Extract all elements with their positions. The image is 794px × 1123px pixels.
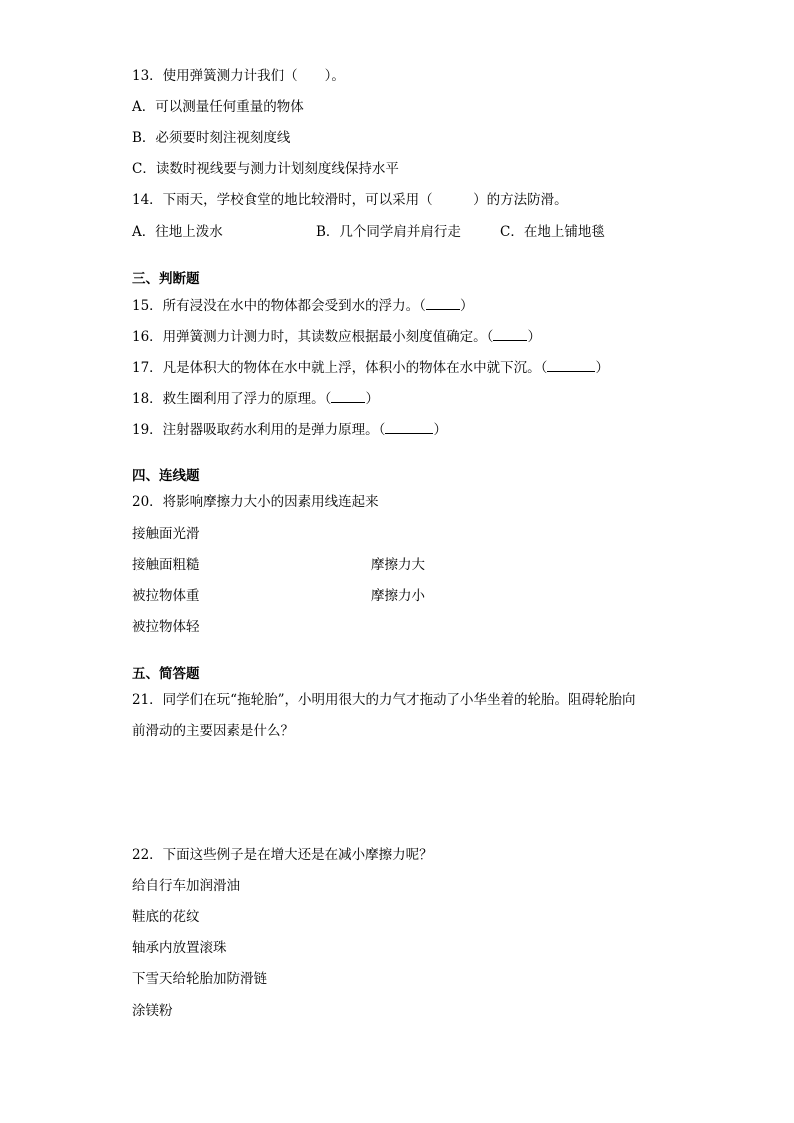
q14-option-a: A．往地上泼水 bbox=[132, 224, 223, 240]
q17: 17．凡是体积大的物体在水中就上浮，体积小的物体在水中就下沉。（ ） bbox=[132, 357, 609, 378]
q13-option-b: B．必须要时刻注视刻度线 bbox=[132, 130, 291, 146]
q19: 19．注射器吸取药水利用的是弹力原理。（ ） bbox=[132, 419, 447, 440]
q20-left-item: 接触面粗糙 bbox=[132, 557, 200, 573]
q14-option-b: B．几个同学肩并肩行走 bbox=[316, 224, 461, 240]
q13-stem: 13．使用弹簧测力计我们（ ）。 bbox=[132, 68, 345, 84]
q22-stem: 22．下面这些例子是在增大还是在减小摩擦力呢？ bbox=[132, 847, 433, 863]
q18: 18．救生圈利用了浮力的原理。（ ） bbox=[132, 388, 379, 409]
q22-item: 给自行车加润滑油 bbox=[132, 878, 240, 894]
answer-blank[interactable] bbox=[547, 357, 595, 372]
answer-blank[interactable] bbox=[331, 388, 365, 403]
answer-blank[interactable] bbox=[426, 295, 460, 310]
q20-right-item: 摩擦力大 bbox=[371, 557, 425, 573]
q22-item: 下雪天给轮胎加防滑链 bbox=[132, 971, 267, 987]
q20-left-item: 接触面光滑 bbox=[132, 526, 200, 542]
q20-left-item: 被拉物体重 bbox=[132, 588, 200, 604]
q15: 15．所有浸没在水中的物体都会受到水的浮力。（ ） bbox=[132, 295, 473, 316]
q13-option-a: A．可以测量任何重量的物体 bbox=[132, 99, 304, 115]
q22-item: 轴承内放置滚珠 bbox=[132, 940, 227, 956]
q16: 16．用弹簧测力计测力时，其读数应根据最小刻度值确定。（ ） bbox=[132, 326, 541, 347]
q22-item: 涂镁粉 bbox=[132, 1003, 173, 1019]
q14-stem: 14．下雨天，学校食堂的地比较滑时，可以采用（ ）的方法防滑。 bbox=[132, 192, 568, 208]
q14-option-c: C．在地上铺地毯 bbox=[500, 224, 605, 240]
q13-option-c: C．读数时视线要与测力计划刻度线保持水平 bbox=[132, 161, 399, 177]
q21-line1: 21．同学们在玩“拖轮胎”，小明用很大的力气才拖动了小华坐着的轮胎。阻碍轮胎向 bbox=[132, 692, 636, 708]
q20-right-item: 摩擦力小 bbox=[371, 588, 425, 604]
answer-blank[interactable] bbox=[385, 419, 433, 434]
section-5-title: 五、简答题 bbox=[132, 666, 200, 682]
section-3-title: 三、判断题 bbox=[132, 271, 200, 287]
section-4-title: 四、连线题 bbox=[132, 468, 200, 484]
answer-blank[interactable] bbox=[493, 326, 527, 341]
q22-item: 鞋底的花纹 bbox=[132, 909, 200, 925]
q21-line2: 前滑动的主要因素是什么？ bbox=[132, 723, 294, 739]
q20-left-item: 被拉物体轻 bbox=[132, 619, 200, 635]
q20-stem: 20．将影响摩擦力大小的因素用线连起来 bbox=[132, 494, 379, 510]
